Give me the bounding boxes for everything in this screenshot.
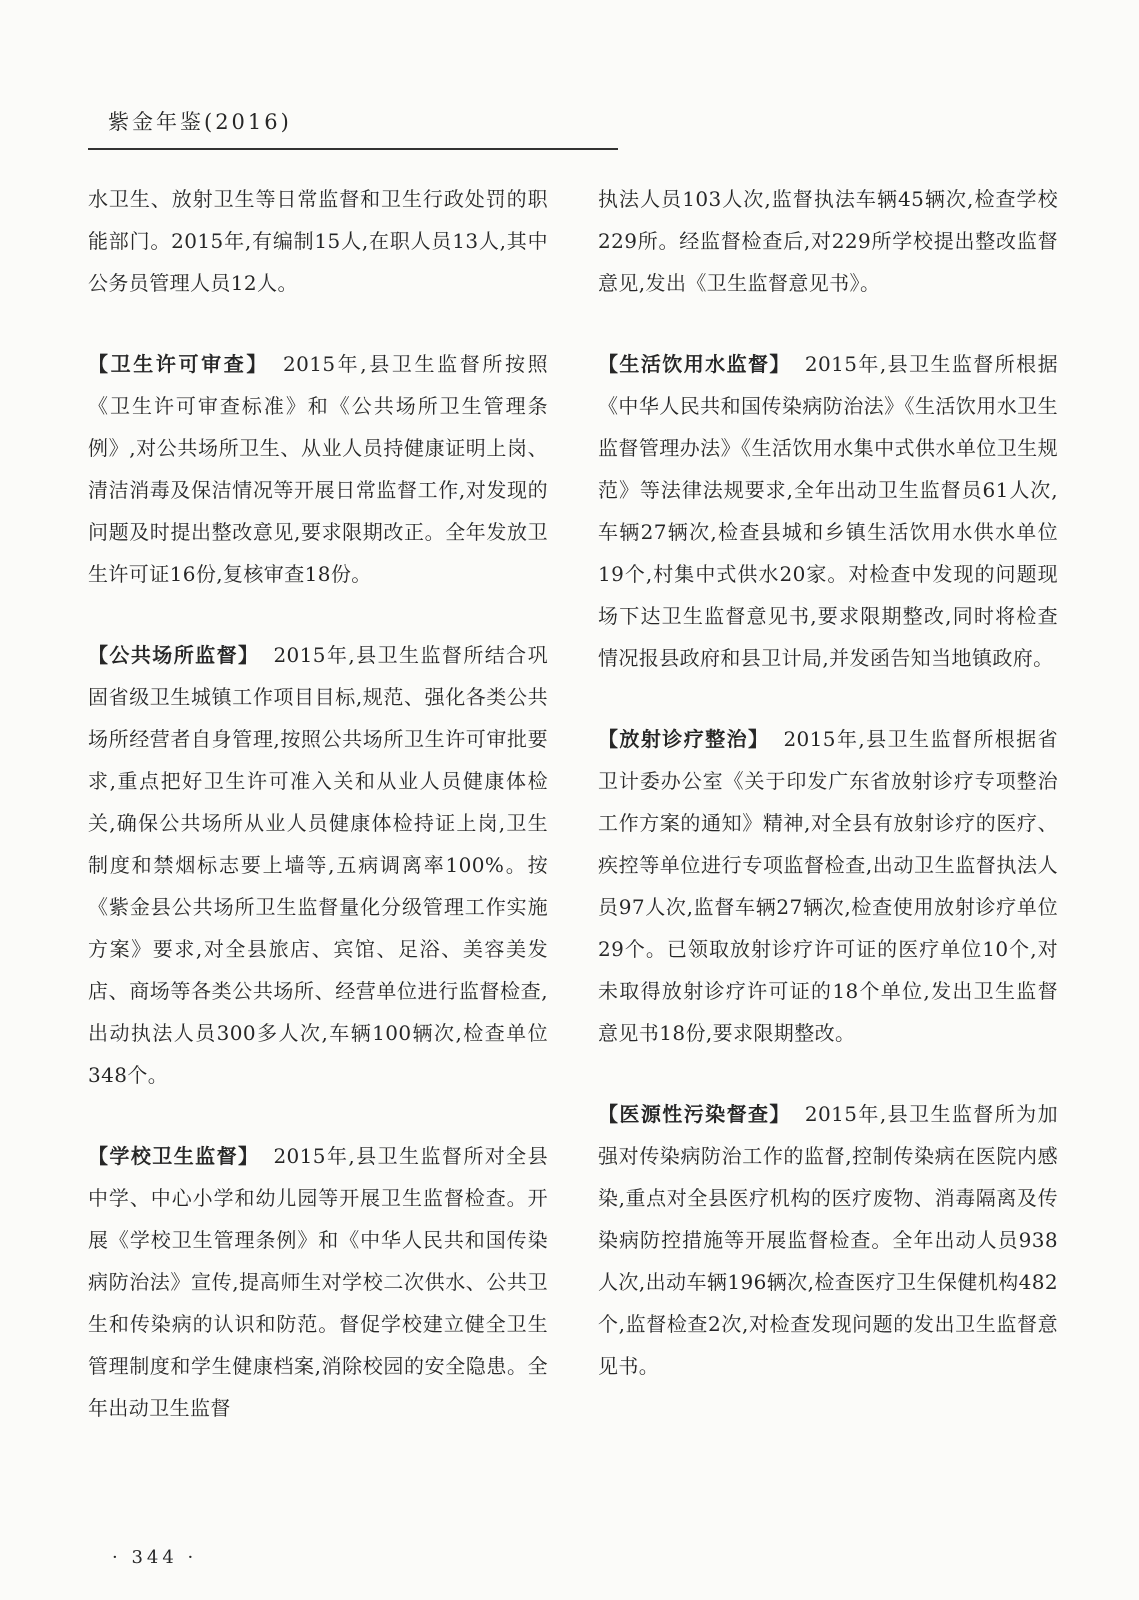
- section-text: 2015年,县卫生监督所结合巩固省级卫生城镇工作项目目标,规范、强化各类公共场所经营者自身管理,按照公共场所卫生许可审批要求,重点把好卫生许可准入关和从业人员健康体检关,确保公共场所从业人员健康体检持证上岗,卫生制度和禁烟标志要上墙等,五病调离率100%。按《紫金县公共场所卫生监督量化分级管理工作实施方案》要求,对全县旅店、宾馆、足浴、美容美发店、商场等各类公共场所、经营单位进行监督检查,出动执法人员300多人次,车辆100辆次,检查单位348个。: [88, 643, 549, 1087]
- section-school-health-supervision: [88, 1135, 548, 1429]
- section-text: 2015年,县卫生监督所根据《中华人民共和国传染病防治法》《生活饮用水卫生监督管理办法》《生活饮用水集中式供水单位卫生规范》等法律法规要求,全年出动卫生监督员61人次,车辆27辆次,检查县城和乡镇生活饮用水供水单位19个,村集中式供水20家。对检查中发现的问题现场下达卫生监督意见书,要求限期整改,同时将检查情况报县政府和县卫计局,并发函告知当地镇政府。: [598, 352, 1058, 670]
- section-text: 2015年,县卫生监督所对全县中学、中心小学和幼儿园等开展卫生监督检查。开展《学校卫生管理条例》和《中华人民共和国传染病防治法》宣传,提高师生对学校二次供水、公共卫生和传染病的认识和防范。督促学校建立健全卫生管理制度和学生健康档案,消除校园的安全隐患。全年出动卫生监督: [88, 1144, 549, 1420]
- section-title: 【公共场所监督】: [88, 643, 260, 667]
- section-continuation: [88, 178, 548, 304]
- section-text: 2015年,县卫生监督所根据省卫计委办公室《关于印发广东省放射诊疗专项整治工作方案的通知》精神,对全县有放射诊疗的医疗、疾控等单位进行专项监督检查,出动卫生监督执法人员97人次,监督车辆27辆次,检查使用放射诊疗单位29个。已领取放射诊疗许可证的医疗单位10个,对未取得放射诊疗许可证的18个单位,发出卫生监督意见书18份,要求限期整改。: [598, 727, 1059, 1045]
- section-radiology-rectification: [598, 718, 1058, 1054]
- section-medical-waste-inspection: [598, 1093, 1058, 1387]
- left-column: [88, 178, 548, 1468]
- section-title: 【学校卫生监督】: [88, 1144, 260, 1168]
- section-public-places-supervision: [88, 634, 548, 1096]
- section-text: 2015年,县卫生监督所按照《卫生许可审查标准》和《公共场所卫生管理条例》,对公共场所卫生、从业人员持健康证明上岗、清洁消毒及保洁情况等开展日常监督工作,对发现的问题及时提出整改意见,要求限期改正。全年发放卫生许可证16份,复核审查18份。: [88, 352, 548, 586]
- section-drinking-water-supervision: [598, 343, 1058, 679]
- header-rule: [88, 148, 618, 150]
- section-continuation: [598, 178, 1058, 304]
- section-title: 【生活饮用水监督】: [598, 352, 791, 376]
- section-text: 执法人员103人次,监督执法车辆45辆次,检查学校229所。经监督检查后,对229所学校提出整改监督意见,发出《卫生监督意见书》。: [598, 187, 1058, 295]
- section-health-license-review: [88, 343, 548, 595]
- section-text: 2015年,县卫生监督所为加强对传染病防治工作的监督,控制传染病在医院内感染,重点对全县医疗机构的医疗废物、消毒隔离及传染病防控措施等开展监督检查。全年出动人员938人次,出动车辆196辆次,检查医疗卫生保健机构482个,监督检查2次,对检查发现问题的发出卫生监督意见书。: [598, 1102, 1058, 1378]
- page-number: · 344 ·: [112, 1547, 198, 1568]
- right-column: [598, 178, 1058, 1426]
- section-title: 【医源性污染督查】: [598, 1102, 791, 1126]
- section-text: 水卫生、放射卫生等日常监督和卫生行政处罚的职能部门。2015年,有编制15人,在职人员13人,其中公务员管理人员12人。: [88, 187, 548, 295]
- section-title: 【放射诊疗整治】: [598, 727, 770, 751]
- running-header: 紫金年鉴(2016): [108, 110, 292, 134]
- section-title: 【卫生许可审查】: [88, 352, 269, 376]
